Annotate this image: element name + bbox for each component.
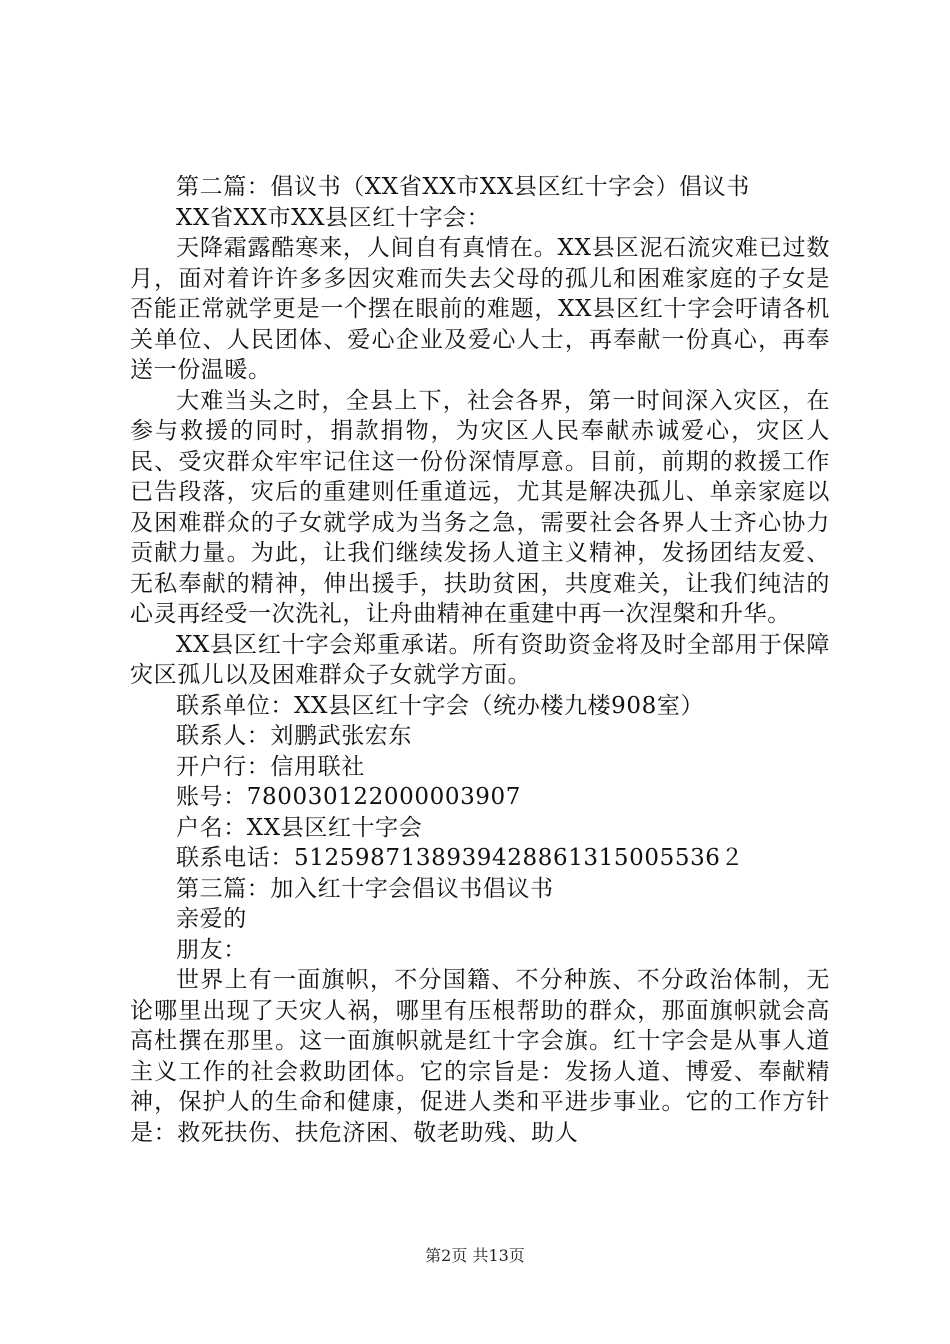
document-body <box>130 172 830 1148</box>
paragraph-4: 世界上有一面旗帜，不分国籍、不分种族、不分政治体制，无论哪里出现了天灾人祸，哪里有压根帮助的群众，那面旗帜就会高高杜撰在那里。这一面旗帜就是红十字会旗。红十字会是从事人道主义工作的社会救助团体。它的宗旨是：发扬人道、博爱、奉献精神，保护人的生命和健康，促进人类和平进步事业。它的工作方针是：救死扶伤、扶危济困、敬老助残、助人 <box>130 967 830 1146</box>
account-name: 户名：XX县区红十字会 <box>176 814 423 841</box>
page-footer: 第2页 共13页 <box>425 1246 525 1265</box>
contact-phone: 联系电话：5125987138939428861315005536２ <box>176 845 745 871</box>
paragraph-3: XX县区红十字会郑重承诺。所有资助资金将及时全部用于保障灾区孤儿以及困难群众子女就学方面。 <box>130 631 830 688</box>
bank-name: 开户行：信用联社 <box>176 753 365 780</box>
greeting-dear: 亲爱的 <box>176 906 247 932</box>
paragraph-2: 大难当头之时，全县上下，社会各界，第一时间深入灾区，在参与救援的同时，捐款捐物，为灾区人民奉献赤诚爱心，灾区人民、受灾群众牢牢记住这一份份深情厚意。目前，前期的救援工作已告段落，灾后的重建则任重道远，尤其是解决孤儿、单亲家庭以及困难群众的子女就学成为当务之急，需要社会各界人士齐心协力贡献力量。为此，让我们继续发扬人道主义精神，发扬团结友爱、无私奉献的精神，伸出援手，扶助贫困，共度难关，让我们纯洁的心灵再经受一次洗礼，让舟曲精神在重建中再一次涅槃和升华。 <box>130 387 830 627</box>
contact-person: 联系人：刘鹏武张宏东 <box>176 723 412 749</box>
greeting-friends: 朋友： <box>176 936 247 963</box>
account-number: 账号：780030122000003907 <box>176 784 521 810</box>
contact-unit: 联系单位：XX县区红十字会（统办楼九楼908室） <box>176 692 705 719</box>
salutation: XX省XX市XX县区红十字会： <box>176 204 491 231</box>
section-heading-2: 第二篇：倡议书（XX省XX市XX县区红十字会）倡议书 <box>176 174 750 200</box>
paragraph-1: 天降霜露酷寒来，人间自有真情在。XX县区泥石流灾难已过数月，面对着许许多多因灾难而失去父母的孤儿和困难家庭的子女是否能正常就学更是一个摆在眼前的难题，XX县区红十字会吁请各机关单位、人民团体、爱心企业及爱心人士，再奉献一份真心，再奉送一份温暖。 <box>130 235 830 383</box>
section-heading-3: 第三篇：加入红十字会倡议书倡议书 <box>176 875 554 902</box>
